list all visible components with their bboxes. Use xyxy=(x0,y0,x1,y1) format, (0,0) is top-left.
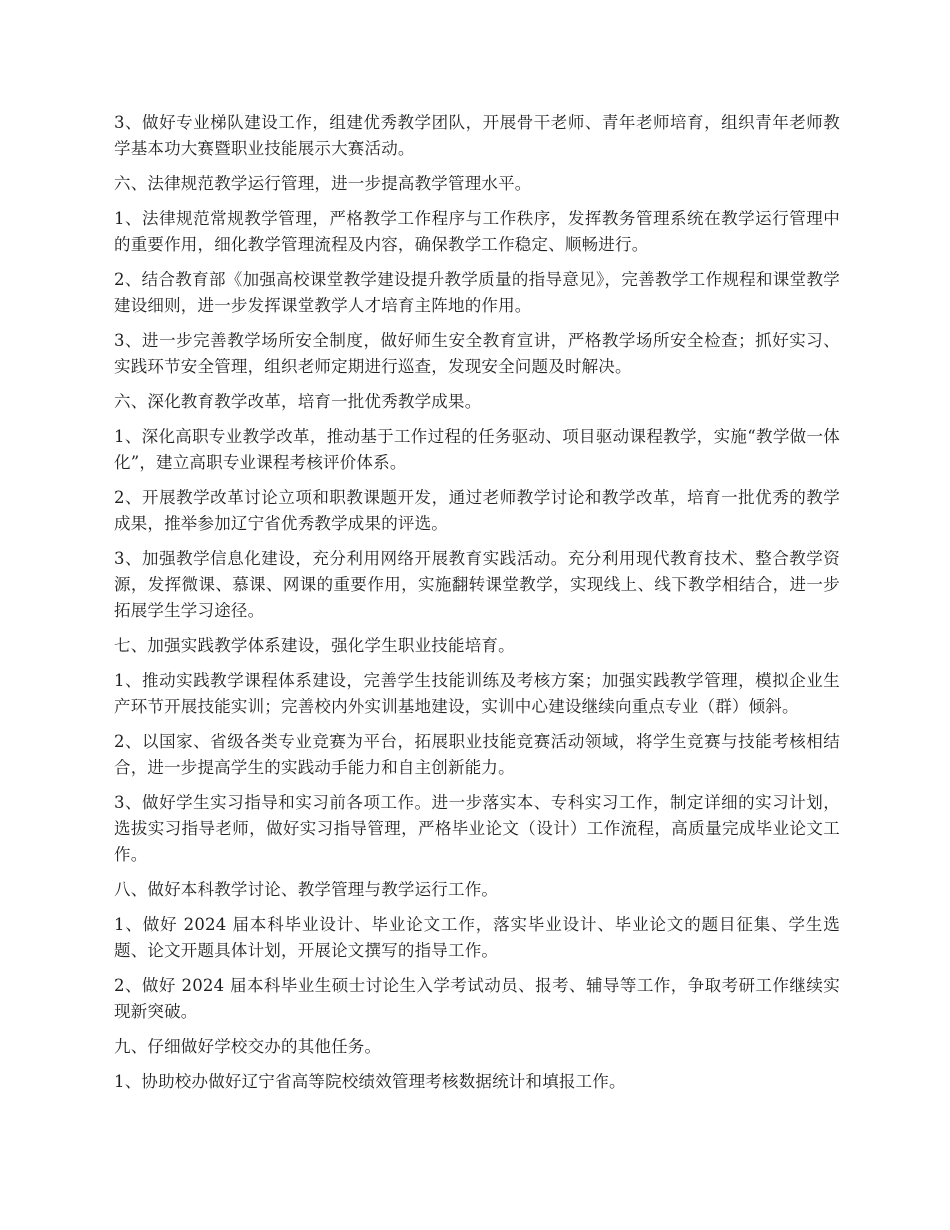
paragraph: 1、协助校办做好辽宁省高等院校绩效管理考核数据统计和填报工作。 xyxy=(114,1072,626,1091)
paragraph: 2、开展教学改革讨论立项和职教课题开发，通过老师教学讨论和教学改革，培育一批优秀的教学成果，推举参加辽宁省优秀教学成果的评选。 xyxy=(114,488,840,533)
paragraph: 3、加强教学信息化建设，充分利用网络开展教育实践活动。充分利用现代教育技术、整合教学资源，发挥微课、慕课、网课的重要作用，实施翻转课堂教学，实现线上、线下教学相结合，进一步拓展学生学习途径。 xyxy=(114,549,840,620)
section-heading: 八、做好本科教学讨论、教学管理与教学运行工作。 xyxy=(114,880,499,899)
paragraph: 1、深化高职专业教学改革，推动基于工作过程的任务驱动、项目驱动课程教学，实施“教学做一体化”，建立高职专业课程考核评价体系。 xyxy=(114,427,840,472)
section-heading: 六、法律规范教学运行管理，进一步提高教学管理水平。 xyxy=(114,174,532,193)
paragraph: 1、做好 2024 届本科毕业设计、毕业论文工作，落实毕业设计、毕业论文的题目征集、学生选题、论文开题具体计划，开展论文撰写的指导工作。 xyxy=(114,915,840,960)
section-heading: 七、加强实践教学体系建设，强化学生职业技能培育。 xyxy=(114,636,515,655)
paragraph: 1、法律规范常规教学管理，严格教学工作程序与工作秩序，发挥教务管理系统在教学运行管理中的重要作用，细化教学管理流程及内容，确保教学工作稳定、顺畅进行。 xyxy=(114,209,840,254)
paragraph: 3、做好学生实习指导和实习前各项工作。进一步落实本、专科实习工作，制定详细的实习计划，选拔实习指导老师，做好实习指导管理，严格毕业论文（设计）工作流程，高质量完成毕业论文工作。 xyxy=(114,793,840,864)
section-heading: 九、仔细做好学校交办的其他任务。 xyxy=(114,1037,382,1056)
paragraph: 1、推动实践教学课程体系建设，完善学生技能训练及考核方案；加强实践教学管理，模拟企业生产环节开展技能实训；完善校内外实训基地建设，实训中心建设继续向重点专业（群）倾斜。 xyxy=(114,671,840,716)
paragraph: 3、做好专业梯队建设工作，组建优秀教学团队，开展骨干老师、青年老师培育，组织青年老师教学基本功大赛暨职业技能展示大赛活动。 xyxy=(114,113,840,158)
paragraph: 2、结合教育部《加强高校课堂教学建设提升教学质量的指导意见》，完善教学工作规程和课堂教学建设细则，进一步发挥课堂教学人才培育主阵地的作用。 xyxy=(114,270,840,315)
document-page xyxy=(114,110,840,1104)
paragraph: 2、以国家、省级各类专业竞赛为平台，拓展职业技能竞赛活动领域，将学生竞赛与技能考核相结合，进一步提高学生的实践动手能力和自主创新能力。 xyxy=(114,732,840,777)
paragraph: 3、进一步完善教学场所安全制度，做好师生安全教育宣讲，严格教学场所安全检查；抓好实习、实践环节安全管理，组织老师定期进行巡查，发现安全问题及时解决。 xyxy=(114,331,840,376)
paragraph: 2、做好 2024 届本科毕业生硕士讨论生入学考试动员、报考、辅导等工作，争取考研工作继续实现新突破。 xyxy=(114,976,840,1021)
section-heading: 六、深化教育教学改革，培育一批优秀教学成果。 xyxy=(114,392,482,411)
